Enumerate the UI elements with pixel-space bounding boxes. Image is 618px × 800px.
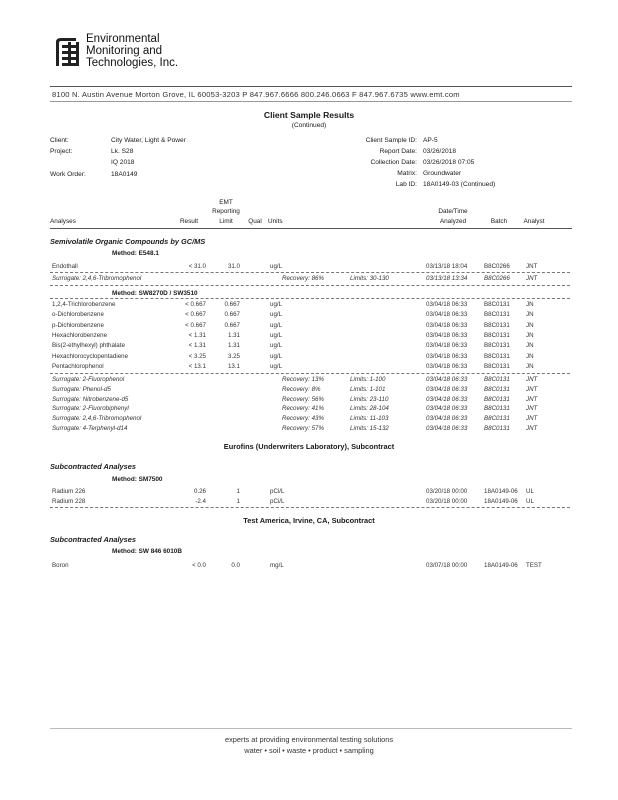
footer-tagline: experts at providing environmental testing solutions bbox=[224, 735, 394, 744]
analyst-value: JNT bbox=[526, 405, 538, 413]
section-subcontracted-2: Subcontracted Analyses bbox=[50, 535, 136, 544]
result-value: 0.26 bbox=[193, 488, 206, 495]
batch-value: B8C0131 bbox=[484, 395, 510, 403]
analyte-name: Surrogate: 2,4,6-Tribromophenol bbox=[52, 275, 142, 282]
section-semivolatile: Semivolatile Organic Compounds by GC/MS bbox=[50, 237, 206, 246]
result-value: < 0.667 bbox=[185, 301, 206, 308]
batch-value: 18A0149-06 bbox=[484, 497, 518, 505]
batch-value: B8C0131 bbox=[484, 385, 510, 393]
company-name-line1: Environmental bbox=[86, 33, 160, 45]
batch-value: B8C0131 bbox=[484, 342, 510, 350]
report-title: Client Sample Results bbox=[263, 110, 355, 120]
analyzed-datetime: 03/04/18 06:33 bbox=[426, 301, 468, 308]
matrix-value: Groundwater bbox=[423, 170, 462, 177]
analyzed-datetime: 03/04/18 06:33 bbox=[426, 331, 468, 339]
surrogate-row bbox=[52, 386, 572, 395]
analyst-value: JNT bbox=[526, 376, 538, 383]
analyte-name: Surrogate: 2-Fluorobiphenyl bbox=[52, 405, 129, 413]
analyst-value: TEST bbox=[526, 562, 542, 569]
limits-value: Limits: 11-103 bbox=[350, 415, 389, 423]
batch-value: 18A0149-06 bbox=[484, 488, 518, 495]
matrix-label: Matrix: bbox=[397, 170, 417, 177]
analyzed-datetime: 03/04/18 06:33 bbox=[426, 405, 468, 413]
sample-id-label: Client Sample ID: bbox=[365, 137, 417, 144]
analyte-name: Hexachlorobenzene bbox=[52, 331, 108, 339]
analyst-value: JN bbox=[526, 321, 534, 329]
batch-value: 18A0149-06 bbox=[484, 562, 518, 569]
surrogate-row bbox=[52, 425, 572, 434]
company-address: 8100 N. Austin Avenue Morton Grove, IL 60053-3203 P 847.967.6666 800.246.0663 F 847.967.6735 www.emt.com bbox=[52, 90, 460, 99]
analyzed-datetime: 03/04/18 06:33 bbox=[426, 415, 468, 423]
analyzed-datetime: 03/20/18 00:00 bbox=[426, 497, 468, 505]
analyzed-datetime: 03/13/18 13:34 bbox=[426, 275, 468, 282]
analyst-value: JN bbox=[526, 301, 534, 308]
analyzed-datetime: 03/04/18 06:33 bbox=[426, 342, 468, 350]
table-row bbox=[52, 562, 572, 571]
table-row bbox=[52, 488, 572, 497]
report-date-value: 03/26/2018 bbox=[423, 148, 457, 155]
project-value-2: IQ 2018 bbox=[111, 159, 135, 166]
batch-value: B8C0131 bbox=[484, 376, 510, 383]
collection-date-label: Collection Date: bbox=[370, 159, 417, 166]
reporting-limit-value: 0.667 bbox=[224, 311, 240, 319]
table-row bbox=[52, 363, 572, 372]
analyte-name: Radium 226 bbox=[52, 488, 86, 495]
limits-value: Limits: 23-110 bbox=[350, 395, 389, 403]
analyte-name: Hexachlorocyclopentadiene bbox=[52, 352, 129, 360]
table-row bbox=[52, 322, 572, 331]
surrogate-row bbox=[52, 275, 572, 284]
table-row bbox=[52, 311, 572, 320]
col-batch: Batch bbox=[490, 218, 508, 225]
table-row bbox=[52, 301, 572, 310]
analyzed-datetime: 03/13/18 18:04 bbox=[426, 263, 468, 270]
analyte-name: Surrogate: Nitrobenzene-d5 bbox=[52, 395, 129, 403]
surrogate-row bbox=[52, 405, 572, 414]
testamerica-subcontract-heading: Test America, Irvine, CA, Subcontract bbox=[243, 516, 375, 525]
reporting-limit-value: 31.0 bbox=[227, 263, 240, 270]
limits-value: Limits: 1-101 bbox=[350, 385, 386, 393]
method-e548: Method: E548.1 bbox=[112, 250, 159, 257]
units-value: ug/L bbox=[270, 321, 283, 329]
recovery-value: Recovery: 56% bbox=[282, 395, 324, 403]
header-rule bbox=[50, 86, 572, 87]
analyzed-datetime: 03/07/18 00:00 bbox=[426, 562, 468, 569]
analyte-name: o-Dichlorobenzene bbox=[52, 311, 104, 319]
result-value: -2.4 bbox=[195, 497, 206, 505]
analyte-name: Radium 228 bbox=[52, 497, 86, 505]
analyzed-datetime: 03/04/18 06:33 bbox=[426, 311, 468, 319]
analyte-name: 1,2,4-Trichlorobenzene bbox=[52, 301, 116, 308]
analyte-name: Surrogate: 2-Fluorophenol bbox=[52, 376, 125, 383]
limits-value: Limits: 15-132 bbox=[350, 425, 389, 432]
footer-rule bbox=[50, 728, 572, 729]
project-label: Project: bbox=[50, 148, 73, 155]
row-separator bbox=[50, 285, 570, 286]
method-sm7500: Method: SM7500 bbox=[112, 476, 163, 483]
batch-value: B8C0131 bbox=[484, 405, 510, 413]
recovery-value: Recovery: 41% bbox=[282, 405, 324, 413]
col-analyses: Analyses bbox=[50, 218, 76, 225]
analyst-value: JNT bbox=[526, 425, 538, 432]
result-value: < 13.1 bbox=[188, 362, 206, 370]
analyzed-datetime: 03/04/18 06:33 bbox=[426, 425, 468, 432]
reporting-limit-value: 1.31 bbox=[227, 331, 240, 339]
units-value: ug/L bbox=[270, 263, 283, 270]
analyte-name: Surrogate: 2,4,6-Tribromophenol bbox=[52, 415, 142, 423]
batch-value: B8C0131 bbox=[484, 362, 510, 370]
reporting-limit-value: 1 bbox=[236, 488, 240, 495]
analyte-name: Surrogate: 4-Terphenyl-d14 bbox=[52, 425, 128, 432]
analyst-value: UL bbox=[526, 488, 534, 495]
batch-value: B8C0131 bbox=[484, 321, 510, 329]
workorder-value: 18A0149 bbox=[111, 171, 138, 178]
lab-id-label: Lab ID: bbox=[395, 181, 417, 188]
col-analyst: Analyst bbox=[523, 218, 545, 225]
limits-value: Limits: 1-100 bbox=[350, 376, 386, 383]
analyst-value: JNT bbox=[526, 275, 538, 282]
result-value: < 0.667 bbox=[185, 321, 206, 329]
analyte-name: Endothall bbox=[52, 263, 78, 270]
analyzed-datetime: 03/04/18 06:33 bbox=[426, 362, 468, 370]
table-row bbox=[52, 342, 572, 351]
client-label: Client: bbox=[50, 137, 69, 144]
result-value: < 0.0 bbox=[192, 562, 206, 569]
company-name-line3: Technologies, Inc. bbox=[86, 57, 179, 69]
units-value: pCi/L bbox=[270, 488, 285, 495]
analyzed-datetime: 03/04/18 06:33 bbox=[426, 395, 468, 403]
col-units: Units bbox=[268, 218, 283, 225]
reporting-limit-value: 0.667 bbox=[224, 321, 240, 329]
result-value: < 3.25 bbox=[188, 352, 206, 360]
col-emt: EMT bbox=[219, 199, 233, 206]
table-row bbox=[52, 263, 572, 272]
sample-id-value: AP-5 bbox=[423, 137, 438, 144]
company-name-line2: Monitoring and bbox=[86, 45, 163, 57]
analyzed-datetime: 03/04/18 06:33 bbox=[426, 385, 468, 393]
analyst-value: JN bbox=[526, 311, 534, 319]
row-separator bbox=[50, 373, 570, 374]
method-sw846: Method: SW 846 6010B bbox=[112, 548, 182, 555]
surrogate-row bbox=[52, 415, 572, 424]
units-value: mg/L bbox=[270, 562, 284, 569]
col-limit: Limit bbox=[219, 218, 233, 225]
analyst-value: UL bbox=[526, 497, 534, 505]
workorder-label: Work Order: bbox=[50, 171, 86, 178]
table-row bbox=[52, 332, 572, 341]
col-reporting: Reporting bbox=[212, 208, 240, 215]
result-value: < 1.31 bbox=[188, 342, 206, 350]
recovery-value: Recovery: 86% bbox=[282, 275, 324, 282]
reporting-limit-value: 1 bbox=[236, 497, 240, 505]
eurofins-subcontract-heading: Eurofins (Underwriters Laboratory), Subcontract bbox=[223, 442, 395, 451]
units-value: ug/L bbox=[270, 311, 283, 319]
analyzed-datetime: 03/04/18 06:33 bbox=[426, 321, 468, 329]
analyst-value: JN bbox=[526, 352, 534, 360]
units-value: ug/L bbox=[270, 342, 283, 350]
result-value: < 1.31 bbox=[188, 331, 206, 339]
analyte-name: p-Dichlorobenzene bbox=[52, 321, 104, 329]
batch-value: B8C0131 bbox=[484, 352, 510, 360]
units-value: ug/L bbox=[270, 362, 283, 370]
analyzed-datetime: 03/04/18 06:33 bbox=[426, 352, 468, 360]
row-separator bbox=[50, 298, 570, 299]
analyte-name: Pentachlorophenol bbox=[52, 362, 104, 370]
limits-value: Limits: 30-130 bbox=[350, 275, 389, 282]
section-subcontracted-1: Subcontracted Analyses bbox=[50, 462, 136, 471]
batch-value: B8C0131 bbox=[484, 415, 510, 423]
analyst-value: JN bbox=[526, 331, 534, 339]
row-separator bbox=[50, 507, 570, 508]
reporting-limit-value: 13.1 bbox=[227, 362, 240, 370]
footer-services: water • soil • waste • product • sampling bbox=[244, 746, 374, 755]
table-row bbox=[52, 353, 572, 362]
result-value: < 31.0 bbox=[188, 263, 206, 270]
batch-value: B8C0131 bbox=[484, 425, 510, 432]
lab-id-value: 18A0149-03 (Continued) bbox=[423, 181, 496, 188]
company-name bbox=[86, 33, 178, 69]
col-datetime: Date/Time bbox=[438, 208, 468, 215]
reporting-limit-value: 1.31 bbox=[227, 342, 240, 350]
col-analyzed: Analyzed bbox=[439, 218, 467, 225]
reporting-limit-value: 3.25 bbox=[227, 352, 240, 360]
analyte-name: Surrogate: Phenol-d5 bbox=[52, 385, 111, 393]
analyst-value: JNT bbox=[526, 263, 538, 270]
recovery-value: Recovery: 43% bbox=[282, 415, 324, 423]
analyzed-datetime: 03/20/18 00:00 bbox=[426, 488, 468, 495]
recovery-value: Recovery: 57% bbox=[282, 425, 324, 432]
col-result: Result bbox=[179, 218, 199, 225]
collection-date-value: 03/26/2018 07:05 bbox=[423, 159, 475, 166]
company-logo bbox=[52, 36, 82, 68]
units-value: ug/L bbox=[270, 301, 283, 308]
recovery-value: Recovery: 8% bbox=[282, 385, 321, 393]
method-sw8270d: Method: SW8270D / SW3510 bbox=[112, 290, 198, 297]
analyst-value: JNT bbox=[526, 415, 538, 423]
row-separator bbox=[50, 272, 570, 273]
batch-value: B8C0131 bbox=[484, 331, 510, 339]
analyst-value: JN bbox=[526, 342, 534, 350]
recovery-value: Recovery: 13% bbox=[282, 376, 324, 383]
batch-value: B8C0266 bbox=[484, 275, 510, 282]
report-date-label: Report Date: bbox=[379, 148, 417, 155]
units-value: ug/L bbox=[270, 331, 283, 339]
report-subtitle: (Continued) bbox=[291, 122, 327, 129]
units-value: ug/L bbox=[270, 352, 283, 360]
project-value-1: Lk. S28 bbox=[111, 148, 134, 155]
reporting-limit-value: 0.0 bbox=[231, 562, 240, 569]
units-value: pCi/L bbox=[270, 497, 285, 505]
surrogate-row bbox=[52, 376, 572, 385]
col-qual: Qual bbox=[248, 218, 262, 225]
analyte-name: Bis(2-ethylhexyl) phthalate bbox=[52, 342, 125, 350]
limits-value: Limits: 28-104 bbox=[350, 405, 389, 413]
surrogate-row bbox=[52, 396, 572, 405]
logo-mark-icon bbox=[52, 36, 82, 68]
table-row bbox=[52, 498, 572, 507]
client-value: City Water, Light & Power bbox=[111, 137, 186, 144]
address-rule bbox=[50, 101, 572, 102]
analyzed-datetime: 03/04/18 06:33 bbox=[426, 376, 468, 383]
analyst-value: JNT bbox=[526, 385, 538, 393]
analyst-value: JNT bbox=[526, 395, 538, 403]
result-value: < 0.667 bbox=[185, 311, 206, 319]
reporting-limit-value: 0.667 bbox=[224, 301, 240, 308]
column-rule bbox=[50, 228, 572, 229]
batch-value: B8C0266 bbox=[484, 263, 510, 270]
analyte-name: Boron bbox=[52, 562, 69, 569]
batch-value: B8C0131 bbox=[484, 311, 510, 319]
batch-value: B8C0131 bbox=[484, 301, 510, 308]
analyst-value: JN bbox=[526, 362, 534, 370]
